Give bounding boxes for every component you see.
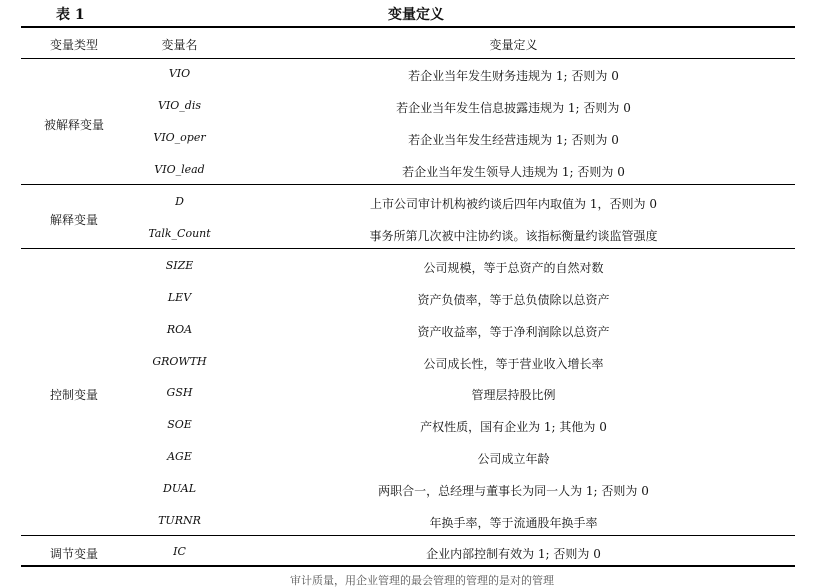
var-name: AGE xyxy=(167,450,192,463)
var-name: VIO_lead xyxy=(154,163,205,176)
var-name: SIZE xyxy=(165,259,194,272)
header-definition: 变量定义 xyxy=(489,38,538,52)
header-name: 变量名 xyxy=(161,38,198,52)
header-type: 变量类型 xyxy=(49,38,98,52)
var-definition: 产权性质，国有企业为 1; 其他为 0 xyxy=(420,420,607,434)
cut-off-body-text: 审计质量，用企业管理的最会管理的管理的是对的管理 xyxy=(290,574,554,587)
header-rule xyxy=(21,58,795,59)
group-type: 调节变量 xyxy=(49,547,98,561)
var-name: LEV xyxy=(167,291,192,304)
var-definition: 若企业当年发生信息披露违规为 1; 否则为 0 xyxy=(396,101,631,115)
var-definition: 事务所第几次被中注协约谈。该指标衡量约谈监管强度 xyxy=(369,229,658,243)
var-name: IC xyxy=(173,545,186,558)
var-name: D xyxy=(175,195,184,208)
bottom-rule xyxy=(21,565,795,567)
group-type: 控制变量 xyxy=(49,388,98,402)
var-name: VIO xyxy=(168,67,191,80)
var-name: GSH xyxy=(166,386,193,399)
var-definition: 资产收益率，等于净利润除以总资产 xyxy=(417,325,610,339)
var-definition: 若企业当年发生领导人违规为 1; 否则为 0 xyxy=(402,165,625,179)
var-name: DUAL xyxy=(163,482,196,495)
var-definition: 企业内部控制有效为 1; 否则为 0 xyxy=(426,547,601,561)
var-name: VIO_dis xyxy=(157,99,201,112)
group-rule xyxy=(21,184,795,185)
var-definition: 若企业当年发生经营违规为 1; 否则为 0 xyxy=(408,133,619,147)
table-label: 表 1 xyxy=(56,7,85,23)
var-definition: 公司成立年龄 xyxy=(477,452,550,466)
group-type: 解释变量 xyxy=(49,213,98,227)
var-name: ROA xyxy=(166,323,193,336)
var-definition: 公司规模，等于总资产的自然对数 xyxy=(423,261,604,275)
var-name: TURNR xyxy=(158,514,201,527)
var-name: Talk_Count xyxy=(148,227,211,240)
var-name: VIO_oper xyxy=(153,131,206,144)
group-type: 被解释变量 xyxy=(43,118,104,132)
var-definition: 年换手率，等于流通股年换手率 xyxy=(429,516,598,530)
var-definition: 若企业当年发生财务违规为 1; 否则为 0 xyxy=(408,69,619,83)
table-title: 变量定义 xyxy=(388,7,444,23)
top-rule xyxy=(21,26,795,28)
var-definition: 公司成长性，等于营业收入增长率 xyxy=(423,357,604,371)
var-name: SOE xyxy=(167,418,192,431)
group-rule xyxy=(21,535,795,536)
var-definition: 上市公司审计机构被约谈后四年内取值为 1，否则为 0 xyxy=(370,197,657,211)
var-definition: 管理层持股比例 xyxy=(471,388,556,402)
var-definition: 资产负债率，等于总负债除以总资产 xyxy=(417,293,610,307)
var-definition: 两职合一，总经理与董事长为同一人为 1; 否则为 0 xyxy=(378,484,649,498)
group-rule xyxy=(21,248,795,249)
var-name: GROWTH xyxy=(152,355,207,368)
